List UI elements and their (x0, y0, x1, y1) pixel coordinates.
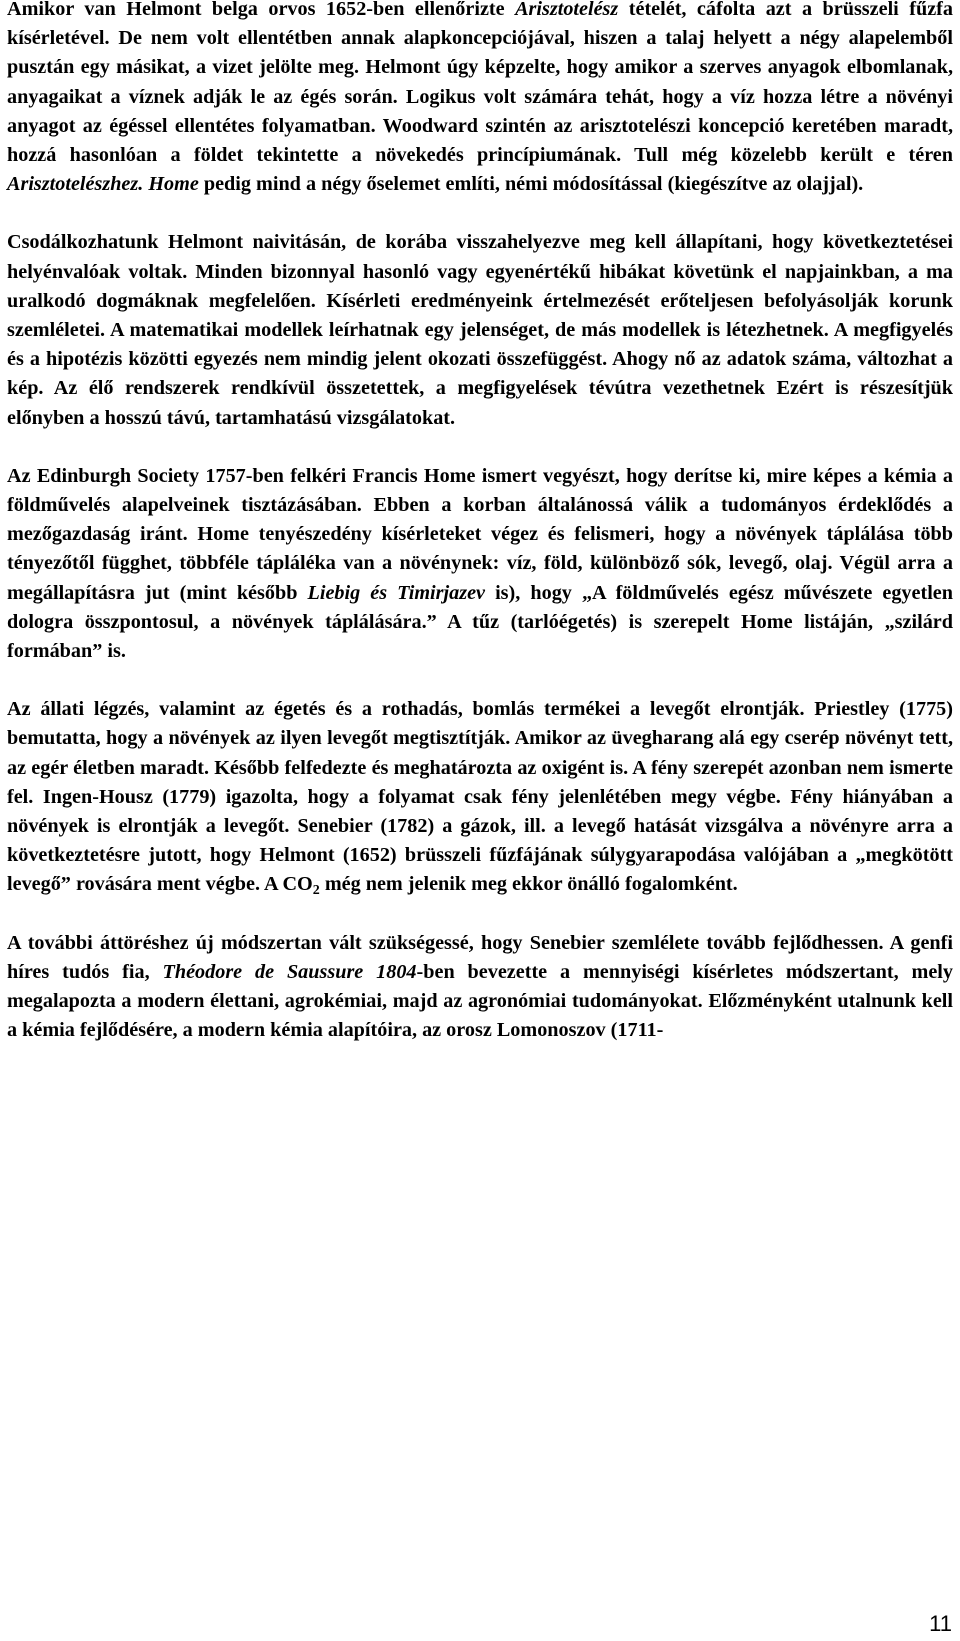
text-run: pedig mind a négy őselemet említi, némi módosítással (kiegészítve az olajjal). (198, 173, 864, 196)
subscript-text: 2 (312, 883, 320, 899)
italic-text: Arisztotelész (515, 0, 619, 20)
italic-text: Arisztotelészhez. (7, 173, 144, 196)
text-run: még nem jelenik meg ekkor önálló fogalomként. (319, 873, 738, 896)
text-run: -ben bevezette a mennyiségi kísérletes módszertant, mely megalapozta a modern élettani, agrokémiai, majd az agronómiai tudományokat. Előzményként utalnunk kell a kémia fejlődésére, a modern kémia alapítóira, az orosz Lomonoszov (1711- (7, 960, 953, 1042)
text-run: A további áttöréshez új módszertan vált szükségessé, hogy Senebier szemlélete tovább fejlődhessen. A genfi híres tudós fia, (7, 931, 953, 983)
italic-text: Home (148, 173, 199, 196)
text-run: is), hogy „A földművelés egész művészete egyetlen dologra összpontosul, a növények táplálására.” A tűz (tarlóégetés) is szerepelt Home listáján, „szilárd formában” is. (7, 581, 953, 663)
paragraph-animal-respiration (7, 695, 953, 899)
document-page (7, 0, 953, 1046)
paragraph-new-methodology (7, 929, 953, 1046)
italic-text: Théodore de Saussure 1804 (162, 960, 417, 983)
text-run: tételét, cáfolta azt a brüsszeli fűzfa kísérletével. De nem volt ellentétben annak alapkoncepciójával, hiszen a talaj helyett a négy alapelemből pusztán egy másikat, a vizet jelölte meg. Helmont úgy képzelte, hogy amikor a szerves anyagok elbomlanak, anyagaikat a víznek adják le az égés során. Logikus volt számára tehát, hogy a víz hozza létre a növényi anyagot az égéssel ellentétes folyamatban. Woodward szintén az arisztotelészi koncepció keretében maradt, hozzá hasonlóan a földet tekintette a növekedés princípiumának. Tull még közelebb került e téren (7, 0, 953, 167)
paragraph-helmont-naivety (7, 228, 953, 432)
paragraph-helmont-willow (7, 0, 953, 199)
text-run: Az állati légzés, valamint az égetés és a rothadás, bomlás termékei a levegőt elrontják. Priestley (1775) bemutatta, hogy a növények az ilyen levegőt megtisztítják. Amikor az üvegharang alá egy cserép növényt tett, az egér életben maradt. Később felfedezte és meghatározta az oxigént is. A fény szerepét azonban nem ismerte fel. Ingen-Housz (1779) igazolta, hogy a folyamat csak fény jelenlétében megy végbe. Fény hiányában a növények is elrontják a levegőt. Senebier (1782) a gázok, ill. a levegő hatását vizsgálva a növényre arra a következtetésre jutott, hogy Helmont (1652) brüsszeli fűzfájának súlygyarapodása valójában a „megkötött levegő” rovására ment végbe. A CO (7, 698, 953, 896)
text-run: Amikor van Helmont belga orvos 1652-ben ellenőrizte (7, 0, 516, 20)
text-run: Az Edinburgh Society 1757-ben felkéri Francis Home ismert vegyészt, hogy derítse ki, mire képes a kémia a földművelés alapelveinek tisztázásában. Ebben a korban általánossá válik a tudományos érdeklődés a mezőgazdaság iránt. Home tenyészedény kísérleteket végez és felismeri, hogy a növények táplálása több tényezőtől függhet, többféle tápláléka van a növénynek: víz, föld, különböző sók, levegő, olaj. Végül arra a megállapításra jut (mint később (7, 464, 953, 604)
italic-text: Liebig és Timirjazev (307, 581, 485, 604)
text-run: Csodálkozhatunk Helmont naivitásán, de korába visszahelyezve meg kell állapítani, hogy következtetései helyénvalóak voltak. Minden bizonnyal hasonló vagy egyenértékű hibákat követünk el napjainkban, a ma uralkodó dogmáknak megfelelően. Kísérleti eredményeink értelmezését erőteljesen befolyásolják korunk szemléletei. A matematikai modellek leírhatnak egy jelenséget, de más modellek is létezhetnek. A megfigyelés és a hipotézis közötti egyezés nem mindig jelent okozati összefüggést. Ahogy nő az adatok száma, változhat a kép. Az élő rendszerek rendkívül összetettek, a megfigyelések tévútra vezethetnek Ezért is részesítjük előnyben a hosszú távú, tartamhatású vizsgálatokat. (7, 231, 953, 429)
paragraph-edinburgh-society (7, 462, 953, 666)
page-number: 11 (929, 1611, 952, 1636)
